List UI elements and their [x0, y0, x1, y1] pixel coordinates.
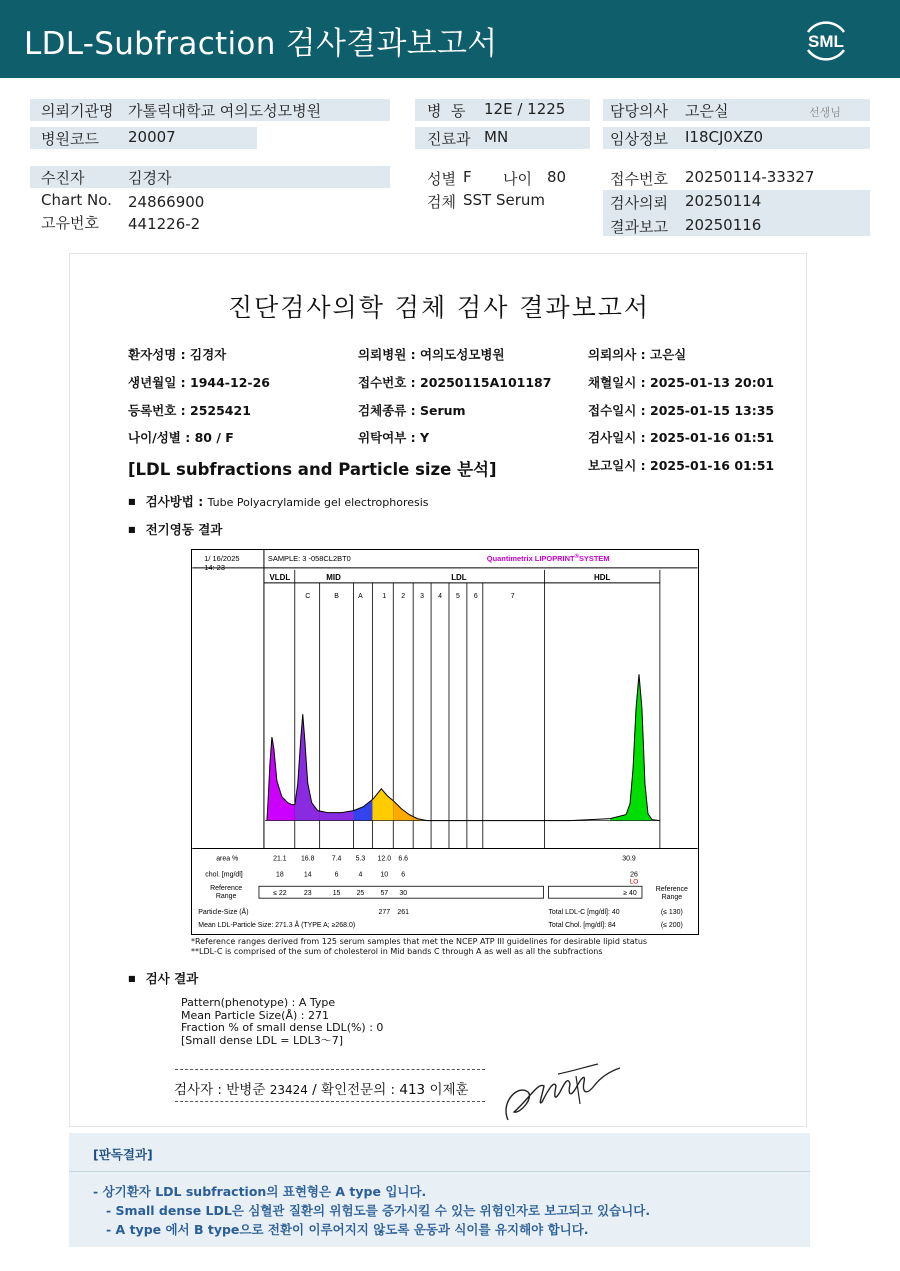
divider	[175, 1101, 485, 1102]
row-label: chol. [mg/dl]	[205, 871, 243, 879]
band-label: 7	[510, 592, 515, 600]
area-value: 21.1	[273, 855, 287, 863]
field-req-hospital: 의뢰병원 : 여의도성모병원	[358, 347, 505, 362]
clinical-info-value: I18CJ0XZ0	[685, 128, 764, 146]
hospital-code-value: 20007	[128, 128, 176, 146]
band-label: 6	[473, 592, 478, 600]
chart-notes	[191, 937, 647, 957]
field-patient-name: 환자성명 : 김경자	[128, 347, 227, 362]
chart-sample: SAMPLE: 3 -058CL2BT0	[267, 553, 351, 563]
specimen-value: SST Serum	[463, 191, 546, 209]
result-pattern: Pattern(phenotype) : A Type	[181, 996, 336, 1009]
unique-no-value: 441226-2	[128, 215, 201, 233]
chart-brand: Quantimetrix LIPOPRINT®SYSTEM	[486, 553, 610, 563]
group-label: LDL	[451, 572, 467, 582]
area-value: 6.6	[398, 855, 409, 863]
band-label: B	[334, 592, 339, 600]
finding-line: - Small dense LDL은 심혈관 질환의 위험도를 증가시킬 수 있는 위험인자로 보고되고 있습니다.	[106, 1203, 651, 1218]
chol-value: 14	[303, 871, 312, 879]
age-label: 나이	[503, 170, 532, 188]
area-hdl: 30.9	[622, 855, 636, 863]
analysis-section-title: [LDL subfractions and Particle size 분석]	[128, 460, 497, 479]
patient-label: 수진자	[41, 169, 85, 187]
field-tested: 검사일시 : 2025-01-16 01:51	[588, 430, 775, 445]
accession-label: 접수번호	[610, 170, 668, 188]
institution-label: 의뢰기관명	[41, 102, 114, 120]
field-outsourced: 위탁여부 : Y	[358, 430, 430, 445]
total-chol: Total Chol. [mg/dl]: 84	[548, 922, 616, 930]
field-received: 접수일시 : 2025-01-15 13:35	[588, 403, 775, 418]
ref-value: 25	[356, 890, 365, 898]
band-label: 3	[420, 592, 425, 600]
band-label: 4	[438, 592, 442, 600]
field-req-doctor: 의뢰의사 : 고은실	[588, 347, 687, 362]
divider	[175, 1069, 485, 1070]
chol-value: 10	[380, 871, 389, 879]
findings-divider	[69, 1171, 810, 1172]
chart-no-label: Chart No.	[41, 191, 112, 209]
ref-value: 30	[399, 890, 408, 898]
accession-value: 20250114-33327	[685, 168, 815, 186]
chart-time: 14: 23	[204, 562, 225, 572]
report-date-value: 20250116	[685, 216, 762, 234]
area-value: 5.3	[355, 855, 366, 863]
chart-no-value: 24866900	[128, 193, 205, 211]
group-label: HDL	[594, 572, 611, 582]
field-age-sex: 나이/성별 : 80 / F	[128, 430, 234, 445]
total-ldl: Total LDL-C [mg/dl]: 40	[548, 909, 620, 917]
mean-ldl-size: Mean LDL-Particle Size: 271.3 Å (TYPE A; ≥268.0)	[198, 922, 356, 930]
finding-line: - A type 에서 B type으로 전환이 이루어지지 않도록 운동과 식이를 유지해야 합니다.	[106, 1222, 589, 1237]
particle-value: 277	[378, 909, 391, 917]
area-value: 7.4	[331, 855, 342, 863]
chol-value: 6	[334, 871, 339, 879]
chart-date: 1/ 16/2025	[204, 553, 240, 563]
result-definition: [Small dense LDL = LDL3～7]	[181, 1033, 344, 1047]
chol-hdl: 26	[630, 871, 638, 879]
method-line: ■ 검사방법 : Tube Polyacrylamide gel electrophoresis	[128, 492, 429, 510]
total-chol-ref: (≤ 200)	[660, 922, 683, 930]
field-specimen-type: 검체종류 : Serum	[358, 403, 466, 418]
ref-hdl: ≥ 40	[623, 890, 637, 898]
report-title: 진단검사의학 검체 검사 결과보고서	[227, 293, 651, 322]
trace-fill	[353, 800, 372, 821]
age-value: 80	[547, 168, 567, 186]
institution-value: 가톨릭대학교 여의도성모병원	[128, 102, 322, 120]
row-label: Particle-Size (Å)	[198, 909, 249, 917]
sml-logo	[798, 12, 854, 68]
doctor-value: 고은실	[685, 102, 729, 120]
row-label: Reference	[655, 886, 688, 894]
electrophoresis-chart	[191, 549, 699, 935]
field-reg-no: 등록번호 : 2525421	[128, 403, 251, 418]
findings-box	[69, 1133, 810, 1247]
page-title: LDL-Subfraction 검사결과보고서	[24, 26, 498, 62]
sex-value: F	[463, 168, 472, 186]
band-label: A	[358, 592, 363, 600]
logo-text: SML	[808, 32, 844, 51]
lab-report-document	[69, 253, 807, 1127]
band-label: 2	[401, 592, 406, 600]
request-date-value: 20250114	[685, 192, 762, 210]
header-bar	[0, 0, 900, 78]
report-date-label: 결과보고	[610, 218, 668, 236]
patient-value: 김경자	[128, 169, 172, 187]
chol-value: 18	[275, 871, 284, 879]
unique-no-label: 고유번호	[41, 214, 99, 232]
band-label: 5	[455, 592, 460, 600]
chol-hdl-flag: LO	[629, 878, 639, 886]
row-label: area %	[216, 855, 239, 863]
electro-title: ■ 전기영동 결과	[128, 520, 222, 538]
request-date-label: 검사의뢰	[610, 194, 668, 212]
row-label: Range	[215, 893, 237, 901]
result-title: ■ 검사 결과	[128, 969, 198, 987]
group-label: MID	[326, 572, 341, 582]
note-line: *Reference ranges derived from 125 serum samples that met the NCEP ATP III guidelines for desirable lipid status	[191, 937, 648, 946]
field-birth: 생년월일 : 1944-12-26	[128, 375, 270, 390]
doctor-label: 담당의사	[610, 102, 668, 120]
ref-value: 23	[303, 890, 312, 898]
clinical-info-label: 임상정보	[610, 130, 668, 148]
chol-value: 4	[358, 871, 363, 879]
band-label: C	[305, 592, 311, 600]
ward-label: 병 동	[427, 102, 466, 120]
ward-value: 12E / 1225	[484, 100, 566, 118]
trace-line	[267, 674, 660, 820]
result-small-dense: Fraction % of small dense LDL(%) : 0	[181, 1021, 384, 1034]
field-receipt-no: 접수번호 : 20250115A101187	[358, 375, 552, 390]
chol-value: 6	[401, 871, 406, 879]
band-label: 1	[382, 592, 387, 600]
particle-value: 261	[397, 909, 410, 917]
field-reported: 보고일시 : 2025-01-16 01:51	[588, 458, 775, 473]
ref-value: 15	[332, 890, 341, 898]
total-ldl-ref: (≤ 130)	[660, 909, 683, 917]
department-value: MN	[484, 128, 509, 146]
ref-value: 57	[380, 890, 389, 898]
note-line: **LDL-C is comprised of the sum of cholesterol in Mid bands C through A as well as all the subfractions	[191, 947, 603, 956]
trace-fill	[372, 789, 393, 821]
findings-title: [판독결과]	[93, 1147, 153, 1162]
field-collected: 채혈일시 : 2025-01-13 20:01	[588, 375, 775, 390]
row-label: Reference	[210, 885, 243, 893]
hospital-code-label: 병원코드	[41, 130, 99, 148]
area-value: 16.8	[300, 855, 315, 863]
specimen-label: 검체	[427, 193, 456, 211]
finding-line: - 상기환자 LDL subfraction의 표현형은 A type 입니다.	[93, 1184, 427, 1199]
row-label: Range	[661, 894, 683, 902]
trace-fill	[610, 674, 656, 820]
doctor-suffix: 선생님	[809, 106, 841, 119]
handwritten-signature	[498, 1062, 633, 1124]
sex-label: 성별	[427, 170, 456, 188]
result-mean-size: Mean Particle Size(Å) : 271	[181, 1008, 329, 1022]
result-lines	[181, 997, 383, 1047]
area-value: 12.0	[377, 855, 392, 863]
signature-line: 검사자 : 반병준 23424 / 확인전문의 : 413 이제훈	[174, 1082, 469, 1098]
group-label: VLDL	[269, 572, 291, 582]
department-label: 진료과	[427, 130, 471, 148]
ref-value: ≤ 22	[273, 890, 287, 898]
